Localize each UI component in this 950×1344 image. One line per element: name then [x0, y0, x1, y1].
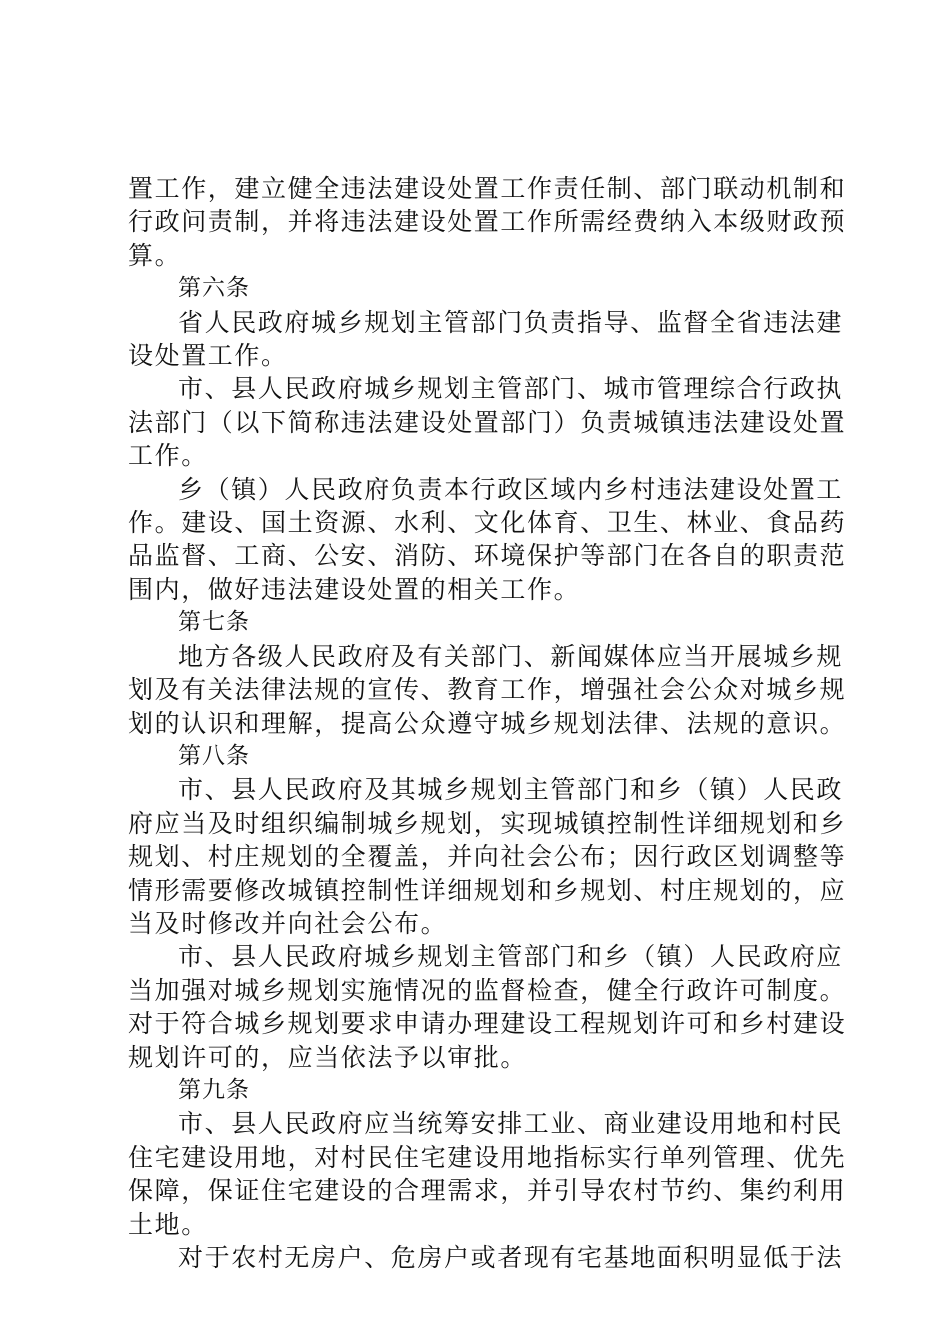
text-line: 府应当及时组织编制城乡规划，实现城镇控制性详细规划和乡: [128, 808, 847, 838]
text-line: 乡（镇）人民政府负责本行政区域内乡村违法建设处置工: [178, 474, 844, 504]
text-line: 围内，做好违法建设处置的相关工作。: [128, 574, 581, 604]
text-line: 保障，保证住宅建设的合理需求，并引导农村节约、集约利用: [128, 1176, 847, 1206]
text-line: 规划许可的，应当依法予以审批。: [128, 1042, 528, 1072]
text-line: 市、县人民政府及其城乡规划主管部门和乡（镇）人民政: [178, 775, 844, 805]
text-line: 行政问责制，并将违法建设处置工作所需经费纳入本级财政预: [128, 207, 847, 237]
text-line: 工作。: [128, 441, 208, 471]
text-line: 划及有关法律法规的宣传、教育工作，增强社会公众对城乡规: [128, 675, 847, 705]
paragraph: [128, 940, 847, 1074]
text-line: 算。: [128, 240, 182, 270]
text-line: 设处置工作。: [128, 341, 288, 371]
article-heading: 第八条: [178, 742, 250, 769]
article-heading: 第七条: [178, 609, 250, 636]
text-line: 对于符合城乡规划要求申请办理建设工程规划许可和乡村建设: [128, 1009, 847, 1039]
paragraph: [128, 372, 847, 472]
text-line: 省人民政府城乡规划主管部门负责指导、监督全省违法建: [178, 307, 844, 337]
text-line: 地方各级人民政府及有关部门、新闻媒体应当开展城乡规: [178, 641, 844, 671]
paragraph: [128, 172, 847, 272]
text-line: 情形需要修改城镇控制性详细规划和乡规划、村庄规划的，应: [128, 875, 847, 905]
text-line: 法部门（以下简称违法建设处置部门）负责城镇违法建设处置: [128, 407, 847, 437]
text-line: 品监督、工商、公安、消防、环境保护等部门在各自的职责范: [128, 541, 847, 571]
text-line: 当加强对城乡规划实施情况的监督检查，健全行政许可制度。: [128, 975, 847, 1005]
paragraph: [128, 473, 847, 607]
text-line: 置工作，建立健全违法建设处置工作责任制、部门联动机制和: [128, 174, 847, 203]
text-line: 住宅建设用地，对村民住宅建设用地指标实行单列管理、优先: [128, 1142, 847, 1172]
article-heading: 第九条: [178, 1076, 250, 1103]
text-line: 对于农村无房户、危房户或者现有宅基地面积明显低于法: [178, 1243, 844, 1272]
text-line: 市、县人民政府应当统筹安排工业、商业建设用地和村民: [178, 1109, 844, 1139]
paragraph: [128, 1107, 847, 1241]
text-line: 作。建设、国土资源、水利、文化体育、卫生、林业、食品药: [128, 508, 847, 538]
paragraph: [128, 640, 847, 740]
text-line: 划的认识和理解，提高公众遵守城乡规划法律、法规的意识。: [128, 708, 847, 738]
text-line: 当及时修改并向社会公布。: [128, 908, 448, 938]
text-line: 市、县人民政府城乡规划主管部门和乡（镇）人民政府应: [178, 942, 844, 972]
paragraph: [128, 1241, 844, 1274]
paragraph: [128, 306, 844, 373]
text-line: 土地。: [128, 1209, 208, 1239]
article-heading: 第六条: [178, 275, 250, 302]
text-line: 规划、村庄规划的全覆盖，并向社会公布；因行政区划调整等: [128, 842, 847, 872]
document-body: [128, 172, 847, 1274]
text-line: 市、县人民政府城乡规划主管部门、城市管理综合行政执: [178, 374, 844, 404]
paragraph: [128, 773, 847, 940]
